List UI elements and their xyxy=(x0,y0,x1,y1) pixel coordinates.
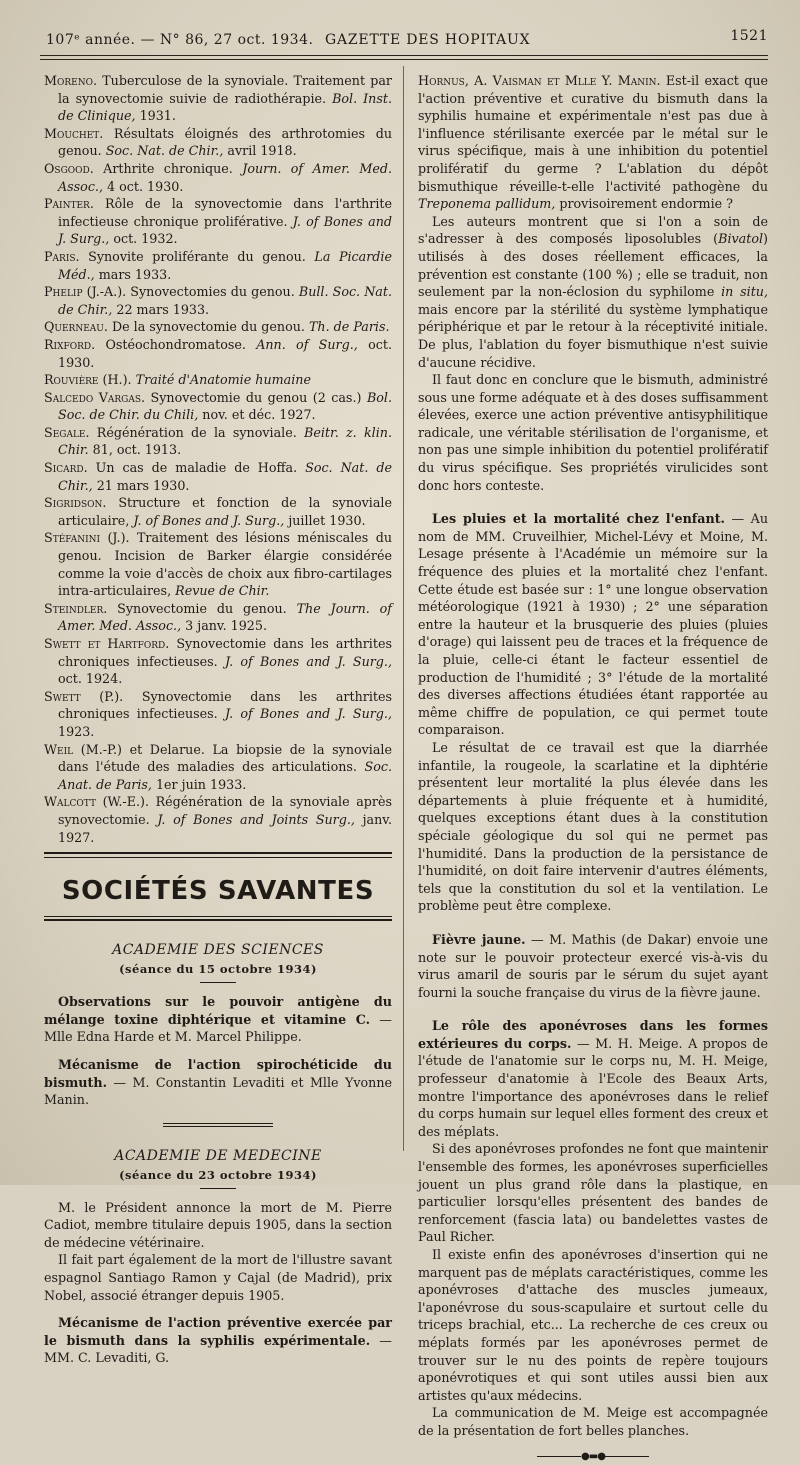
reference-source: Soc. Nat. de Chir., xyxy=(58,460,392,493)
reference-source: La Picardie Méd., xyxy=(58,248,392,282)
reference-author: Segale. xyxy=(44,424,90,440)
reference-author: Osgood. xyxy=(44,160,94,176)
reference-author: Moreno. xyxy=(44,73,98,88)
reference-title: Synovite proliférante du genou. xyxy=(79,248,315,264)
reference-date: oct. 1924. xyxy=(58,671,123,687)
reference-source: The Journ. of Amer. Med. Assoc., xyxy=(58,600,392,634)
paragraph: Il fait part également de la mort de l'illustre savant espagnol Santiago Ramon y Cajal (de Madrid), prix Nobel, associé étranger depuis 1905. xyxy=(44,1252,392,1303)
reference-author: Rouvière xyxy=(44,372,99,388)
short-rule xyxy=(200,1188,236,1189)
societes-title: SOCIÉTÉS SAVANTES xyxy=(61,876,375,907)
reference-date: 4 oct. 1930. xyxy=(103,178,184,194)
reference-date: oct. 1932. xyxy=(109,231,178,247)
reference-item xyxy=(44,195,392,248)
section-rule xyxy=(44,919,392,921)
reference-date: 81, oct. 1913. xyxy=(88,442,182,458)
reference-author: Querneau. xyxy=(44,319,108,335)
reference-date: avril 1918. xyxy=(223,143,297,159)
communication-item: Mécanisme de l'action spirochéticide du bismuth. — M. Constantin Levaditi et Mlle Yvonne Manin. xyxy=(44,1056,392,1108)
reference-author: Mouchet. xyxy=(44,125,104,141)
reference-item xyxy=(44,248,392,283)
reference-author: Sicard. xyxy=(44,460,88,476)
reference-title: Tuberculose de la synoviale. Traitement par la synovectomie suivie de radiothérapie. xyxy=(58,73,392,106)
reference-title: (M.-P.) et Delarue. La biopsie de la synoviale dans l'étude des maladies des articulations. xyxy=(58,741,392,775)
academie-medecine-heading: ACADEMIE DE MEDECINE xyxy=(114,1147,322,1164)
reference-source: Journ. of Amer. Med. Assoc., xyxy=(58,160,392,194)
reference-date: 1923. xyxy=(58,723,95,739)
academie-sciences-heading: ACADEMIE DES SCIENCES xyxy=(112,942,324,959)
reference-source: J. of Bones and Joints Surg., xyxy=(157,811,355,827)
short-rule xyxy=(200,982,236,983)
reference-item xyxy=(44,160,392,195)
reference-item xyxy=(44,424,392,459)
reference-title: Arthrite chronique. xyxy=(93,160,243,176)
reference-item xyxy=(44,459,392,494)
reference-date: 21 mars 1930. xyxy=(92,477,190,493)
reference-source: Traité d'Anatomie humaine xyxy=(135,372,311,388)
reference-item xyxy=(44,741,392,794)
reference-source: Ann. of Surg., xyxy=(256,336,358,352)
reference-title: Synovectomie dans les arthrites chroniques infectieuses. xyxy=(58,636,392,669)
reference-title: Rôle de la synovectomie dans l'arthrite infectieuse chronique proliférative. xyxy=(58,196,392,229)
reference-date: 1931. xyxy=(135,108,176,124)
reference-author: Painter. xyxy=(44,196,94,212)
reference-source: Soc. Anat. de Paris, xyxy=(58,759,392,792)
paragraph: Si des aponévroses profondes ne font que maintenir l'ensemble des formes, les aponévroses superficielles jouent un plus grand rôle dans la plastique, en particulier lorsqu'elles présentent des bandes de renforcement (fascia lata) ou bandelettes vastes de Paul Richer. xyxy=(418,1141,768,1245)
page-number: 1521 xyxy=(730,28,768,44)
left-column xyxy=(44,72,392,1367)
reference-author: Stéfanini xyxy=(44,530,101,546)
reference-source: Bol. Soc. de Chir. du Chili, xyxy=(58,389,392,423)
reference-title: (J.). Traitement des lésions méniscales du genou. Incision de Barker élargie considérée comme la voie d'accès de choix aux fibro-cartilages intra-articulaires, xyxy=(58,530,392,599)
reference-item xyxy=(44,494,392,529)
reference-date: mars 1933. xyxy=(94,266,172,282)
reference-source: J. of Bones and J. Surg., xyxy=(58,213,392,247)
reference-item xyxy=(44,688,392,741)
issue-info: 107ᵉ année. — N° 86, 27 oct. 1934. xyxy=(46,32,314,48)
page-header xyxy=(40,28,768,50)
reference-source: J. of Bones and J. Surg., xyxy=(224,653,392,669)
reference-author: Phelip xyxy=(44,284,83,300)
reference-item xyxy=(44,318,392,336)
paragraph: Hornus, A. Vaisman et Mlle Y. Manin. Est-il exact que l'action préventive et curative du bismuth dans la syphilis humaine et expérimentale n'est pas due à l'influence stérilisante exercée par le métal sur le virus spécifique, mais à une inhibition du potentiel prolifératif du germe ? L'ablation du dépôt bismuthique réveille-t-elle l'activité pathogène du Treponema pallidum, provisoirement endormie ? xyxy=(418,73,769,212)
reference-item xyxy=(44,529,392,599)
reference-title: De la synovectomie du genou. xyxy=(107,319,309,335)
communication-item: Le rôle des aponévroses dans les formes extérieures du corps. — M. H. Meige. A propos de l'étude de l'anatomie sur le corps nu, M. H. Meige, professeur d'anatomie à l'Ecole des Beaux Arts, montre l'importance des aponévroses dans le relief du corps humain sur lequel elles forment des creux et des méplats. xyxy=(418,1018,768,1139)
paragraph: Le résultat de ce travail est que la diarrhée infantile, la rougeole, la scarlatine et la diphtérie présentent leur mortalité la plus élevée dans les départements à pluie fréquente et à humidité, quelques exceptions étant dues à la constitution spéciale géologique du sol qui ne permet pas l'humidité. Dans la production de la persistance de l'humidité, on doit faire intervenir d'autres éléments, tels que la constitution du sol et la ventilation. Le problème peut être complexe. xyxy=(418,739,768,914)
reference-author: Salcedo Vargas. xyxy=(44,389,146,405)
communication-item: Observations sur le pouvoir antigène du mélange toxine diphtérique et vitamine C. — Mlle Edna Harde et M. Marcel Philippe. xyxy=(44,994,392,1045)
reference-item xyxy=(44,389,392,424)
reference-source: J. of Bones and J. Surg., xyxy=(224,706,392,722)
reference-source: J. of Bones and J. Surg., xyxy=(133,512,285,528)
divider-rule xyxy=(163,1123,273,1124)
reference-author: Paris. xyxy=(44,248,80,264)
header-rule xyxy=(40,55,768,56)
reference-date: oct. 1930. xyxy=(58,336,392,370)
communication-item: Les pluies et la mortalité chez l'enfant. — Au nom de MM. Cruveilhier, Michel-Lévy et Moine, M. Lesage présente à l'Académie un mémoire sur la fréquence des pluies et la mortalité chez l'enfant. Cette étude est basée sur : 1° une longue observation météorologique (1921 à 1930) ; 2° une séparation entre la hauteur et la brusquerie des pluies (pluies d'orage) qui laissent peu de traces et la fréquence de la pluie, celle-ci étant le facteur essentiel de production de l'humidité ; 3° l'étude de la mortalité des diverses affections étudiées étant rapportée au même chiffre de population, ce qui permet toute comparaison. xyxy=(418,511,768,738)
reference-date: juillet 1930. xyxy=(284,512,366,528)
divider-rule-thin xyxy=(163,1126,273,1127)
column-divider xyxy=(403,66,404,1151)
paragraph: Il faut donc en conclure que le bismuth, administré sous une forme adéquate et à des doses suffisamment élevées, exerce une action préventive antisyphilitique radicale, une véritable stérilisation de l'organisme, et non pas une simple inhibition du potentiel prolifératif du virus spécifique. Ses propriétés virulicides sont donc hors conteste. xyxy=(418,372,768,493)
reference-item xyxy=(44,336,392,371)
reference-date: nov. et déc. 1927. xyxy=(198,407,316,423)
reference-author: Steindler. xyxy=(44,600,108,616)
reference-title: Résultats éloignés des arthrotomies du genou. xyxy=(58,125,392,159)
reference-date: janv. 1927. xyxy=(58,811,392,845)
reference-item xyxy=(44,371,392,389)
reference-author: Weil xyxy=(44,741,74,757)
reference-title: (H.). xyxy=(98,372,136,388)
reference-source: Soc. Nat. de Chir., xyxy=(105,143,224,159)
section-rule-thin xyxy=(44,857,392,858)
reference-author: Swett et Hartford. xyxy=(44,636,170,651)
seance-date: (séance du 15 octobre 1934) xyxy=(119,962,317,977)
reference-date: 1er juin 1933. xyxy=(151,776,247,792)
right-column xyxy=(418,72,768,1465)
end-ornament: ●▬● xyxy=(418,1448,768,1465)
reference-title: Structure et fonction de la synoviale articulaire, xyxy=(58,495,392,528)
communication-item: Mécanisme de l'action préventive exercée par le bismuth dans la syphilis expérimentale. — MM. C. Levaditi, G. xyxy=(44,1315,392,1366)
reference-item xyxy=(44,600,392,635)
reference-source: Bol. Inst. de Clinique, xyxy=(58,90,392,124)
reference-title: (J.-A.). Synovectomies du genou. xyxy=(82,284,299,300)
reference-list xyxy=(44,72,392,846)
reference-item xyxy=(44,635,392,688)
header-rule-thin xyxy=(40,59,768,60)
reference-item xyxy=(44,72,392,125)
reference-source: Th. de Paris. xyxy=(308,319,390,335)
journal-title: GAZETTE DES HOPITAUX xyxy=(325,32,531,48)
reference-title: Synovectomie du genou. xyxy=(107,600,297,616)
reference-date: 22 mars 1933. xyxy=(112,301,210,317)
reference-author: Rixford. xyxy=(44,336,96,352)
reference-title: (W.-E.). Régénération de la synoviale après synovectomie. xyxy=(58,794,392,827)
paragraph: Les auteurs montrent que si l'on a soin de s'adresser à des composés liposolubles (Bivatol) utilisés à des doses réellement efficaces, la prévention est constante (100 %) ; elle se traduit, non seulement par la non-éclosion du syphilome in situ, mais encore par la stérilité du système lymphatique périphérique et par le retour à la réceptivité initiale. De plus, l'ablation du foyer bismuthique n'est suivie d'aucune récidive. xyxy=(418,213,769,370)
reference-title: Régénération de la synoviale. xyxy=(89,424,305,440)
communication-item: Fièvre jaune. — M. Mathis (de Dakar) envoie une note sur le pouvoir protecteur exercé vis-à-vis du virus amaril de souris par le sérum du sujet ayant fourni la souche française du virus de la fièvre jaune. xyxy=(418,931,768,1000)
reference-item xyxy=(44,283,392,318)
section-rule xyxy=(44,852,392,854)
reference-source: Beitr. z. klin. Chir. xyxy=(58,424,393,458)
reference-title: Synovectomie du genou (2 cas.) xyxy=(145,389,367,405)
reference-item xyxy=(44,793,392,846)
reference-source: Bull. Soc. Nat. de Chir., xyxy=(58,284,392,317)
reference-author: Sigridson. xyxy=(44,495,107,511)
reference-author: Walcott xyxy=(44,794,96,810)
seance-date: (séance du 23 octobre 1934) xyxy=(119,1167,317,1182)
paragraph: La communication de M. Meige est accompagnée de la présentation de fort belles planches. xyxy=(418,1405,768,1438)
reference-title: Un cas de maladie de Hoffa. xyxy=(87,460,306,476)
reference-title: Ostéochondromatose. xyxy=(95,336,257,352)
paragraph: Il existe enfin des aponévroses d'insertion qui ne marquent pas de méplats caractéristiques, comme les aponévroses d'attache des muscles jumeaux, l'aponévrose du sous-scapulaire et surtout celle du triceps brachial, etc... La recherche de ces creux ou méplats formés par les aponévroses permet de trouver sur le nu des points de repère toujours aponévrotiques et qui sont utiles aussi bien aux artistes qu'aux médecins. xyxy=(418,1247,768,1403)
reference-author: Swett xyxy=(44,688,81,704)
paragraph: M. le Président annonce la mort de M. Pierre Cadiot, membre titulaire depuis 1905, dans la section de médecine vétérinaire. xyxy=(44,1199,392,1250)
reference-source: Revue de Chir. xyxy=(175,583,270,599)
section-rule-thin xyxy=(44,916,392,917)
reference-date: 3 janv. 1925. xyxy=(181,618,267,634)
reference-item xyxy=(44,125,392,160)
reference-title: (P.). Synovectomie dans les arthrites chroniques infectieuses. xyxy=(58,688,392,722)
